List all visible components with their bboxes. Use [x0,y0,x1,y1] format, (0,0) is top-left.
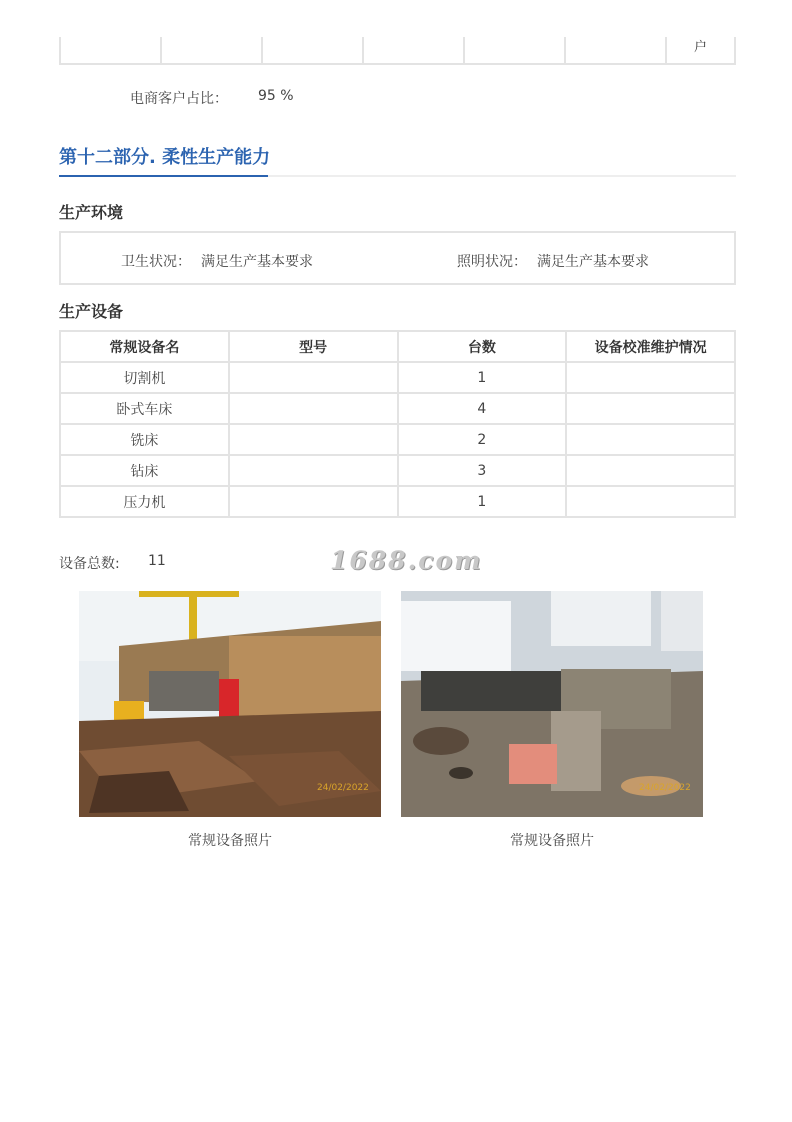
equipment-count: 2 [398,424,567,455]
table-cell: 户 [693,40,707,55]
equipment-maintenance [566,455,735,486]
header-equipment-name: 常规设备名 [60,331,229,362]
photo-date-stamp: 24/02/2022 [317,783,369,793]
equipment-name: 铣床 [60,424,229,455]
equipment-total-label: 设备总数: [59,556,120,572]
equipment-table [59,330,736,518]
table-row [60,455,735,486]
table-cell [566,37,667,63]
lighting-label: 照明状况： [457,254,527,270]
equipment-photo-1-image [79,591,381,817]
equipment-model [229,424,398,455]
section-divider-accent [59,175,268,177]
table-cell [61,37,162,63]
header-count: 台数 [398,331,567,362]
equipment-photo-2-image [401,591,703,817]
equipment-count: 3 [398,455,567,486]
table-cell [465,37,566,63]
equipment-maintenance [566,424,735,455]
section-title: 第十二部分. 柔性生产能力 [59,147,271,168]
ecommerce-ratio-value: 95 % [258,88,294,104]
equipment-name: 压力机 [60,486,229,517]
equipment-total-value: 11 [148,553,166,569]
header-model: 型号 [229,331,398,362]
equipment-maintenance [566,486,735,517]
table-row [60,393,735,424]
previous-table-bottom [59,37,736,65]
hygiene-label: 卫生状况： [121,254,191,270]
environment-title: 生产环境 [59,203,124,222]
equipment-name: 钻床 [60,455,229,486]
photo-caption-1: 常规设备照片 [188,833,272,849]
equipment-model [229,455,398,486]
equipment-title: 生产设备 [59,302,124,321]
equipment-count: 1 [398,486,567,517]
table-cell [364,37,465,63]
table-cell [263,37,364,63]
table-row [60,424,735,455]
equipment-photo-2[interactable] [401,591,703,817]
photo-caption-2: 常规设备照片 [510,833,594,849]
equipment-photo-1[interactable] [79,591,381,817]
table-header-row [60,331,735,362]
hygiene-value: 满足生产基本要求 [201,254,313,270]
equipment-maintenance [566,393,735,424]
environment-box [59,231,736,285]
equipment-model [229,393,398,424]
table-row [60,486,735,517]
equipment-count: 4 [398,393,567,424]
lighting-value: 满足生产基本要求 [537,254,649,270]
equipment-name: 卧式车床 [60,393,229,424]
photo-date-stamp: 24/02/2022 [639,783,691,793]
table-cell [162,37,263,63]
equipment-name: 切割机 [60,362,229,393]
equipment-model [229,362,398,393]
equipment-model [229,486,398,517]
ecommerce-ratio-label: 电商客户占比： [130,91,228,107]
equipment-count: 1 [398,362,567,393]
table-row [60,362,735,393]
header-maintenance: 设备校准维护情况 [566,331,735,362]
equipment-maintenance [566,362,735,393]
watermark-1688: 1688.com [330,546,483,575]
